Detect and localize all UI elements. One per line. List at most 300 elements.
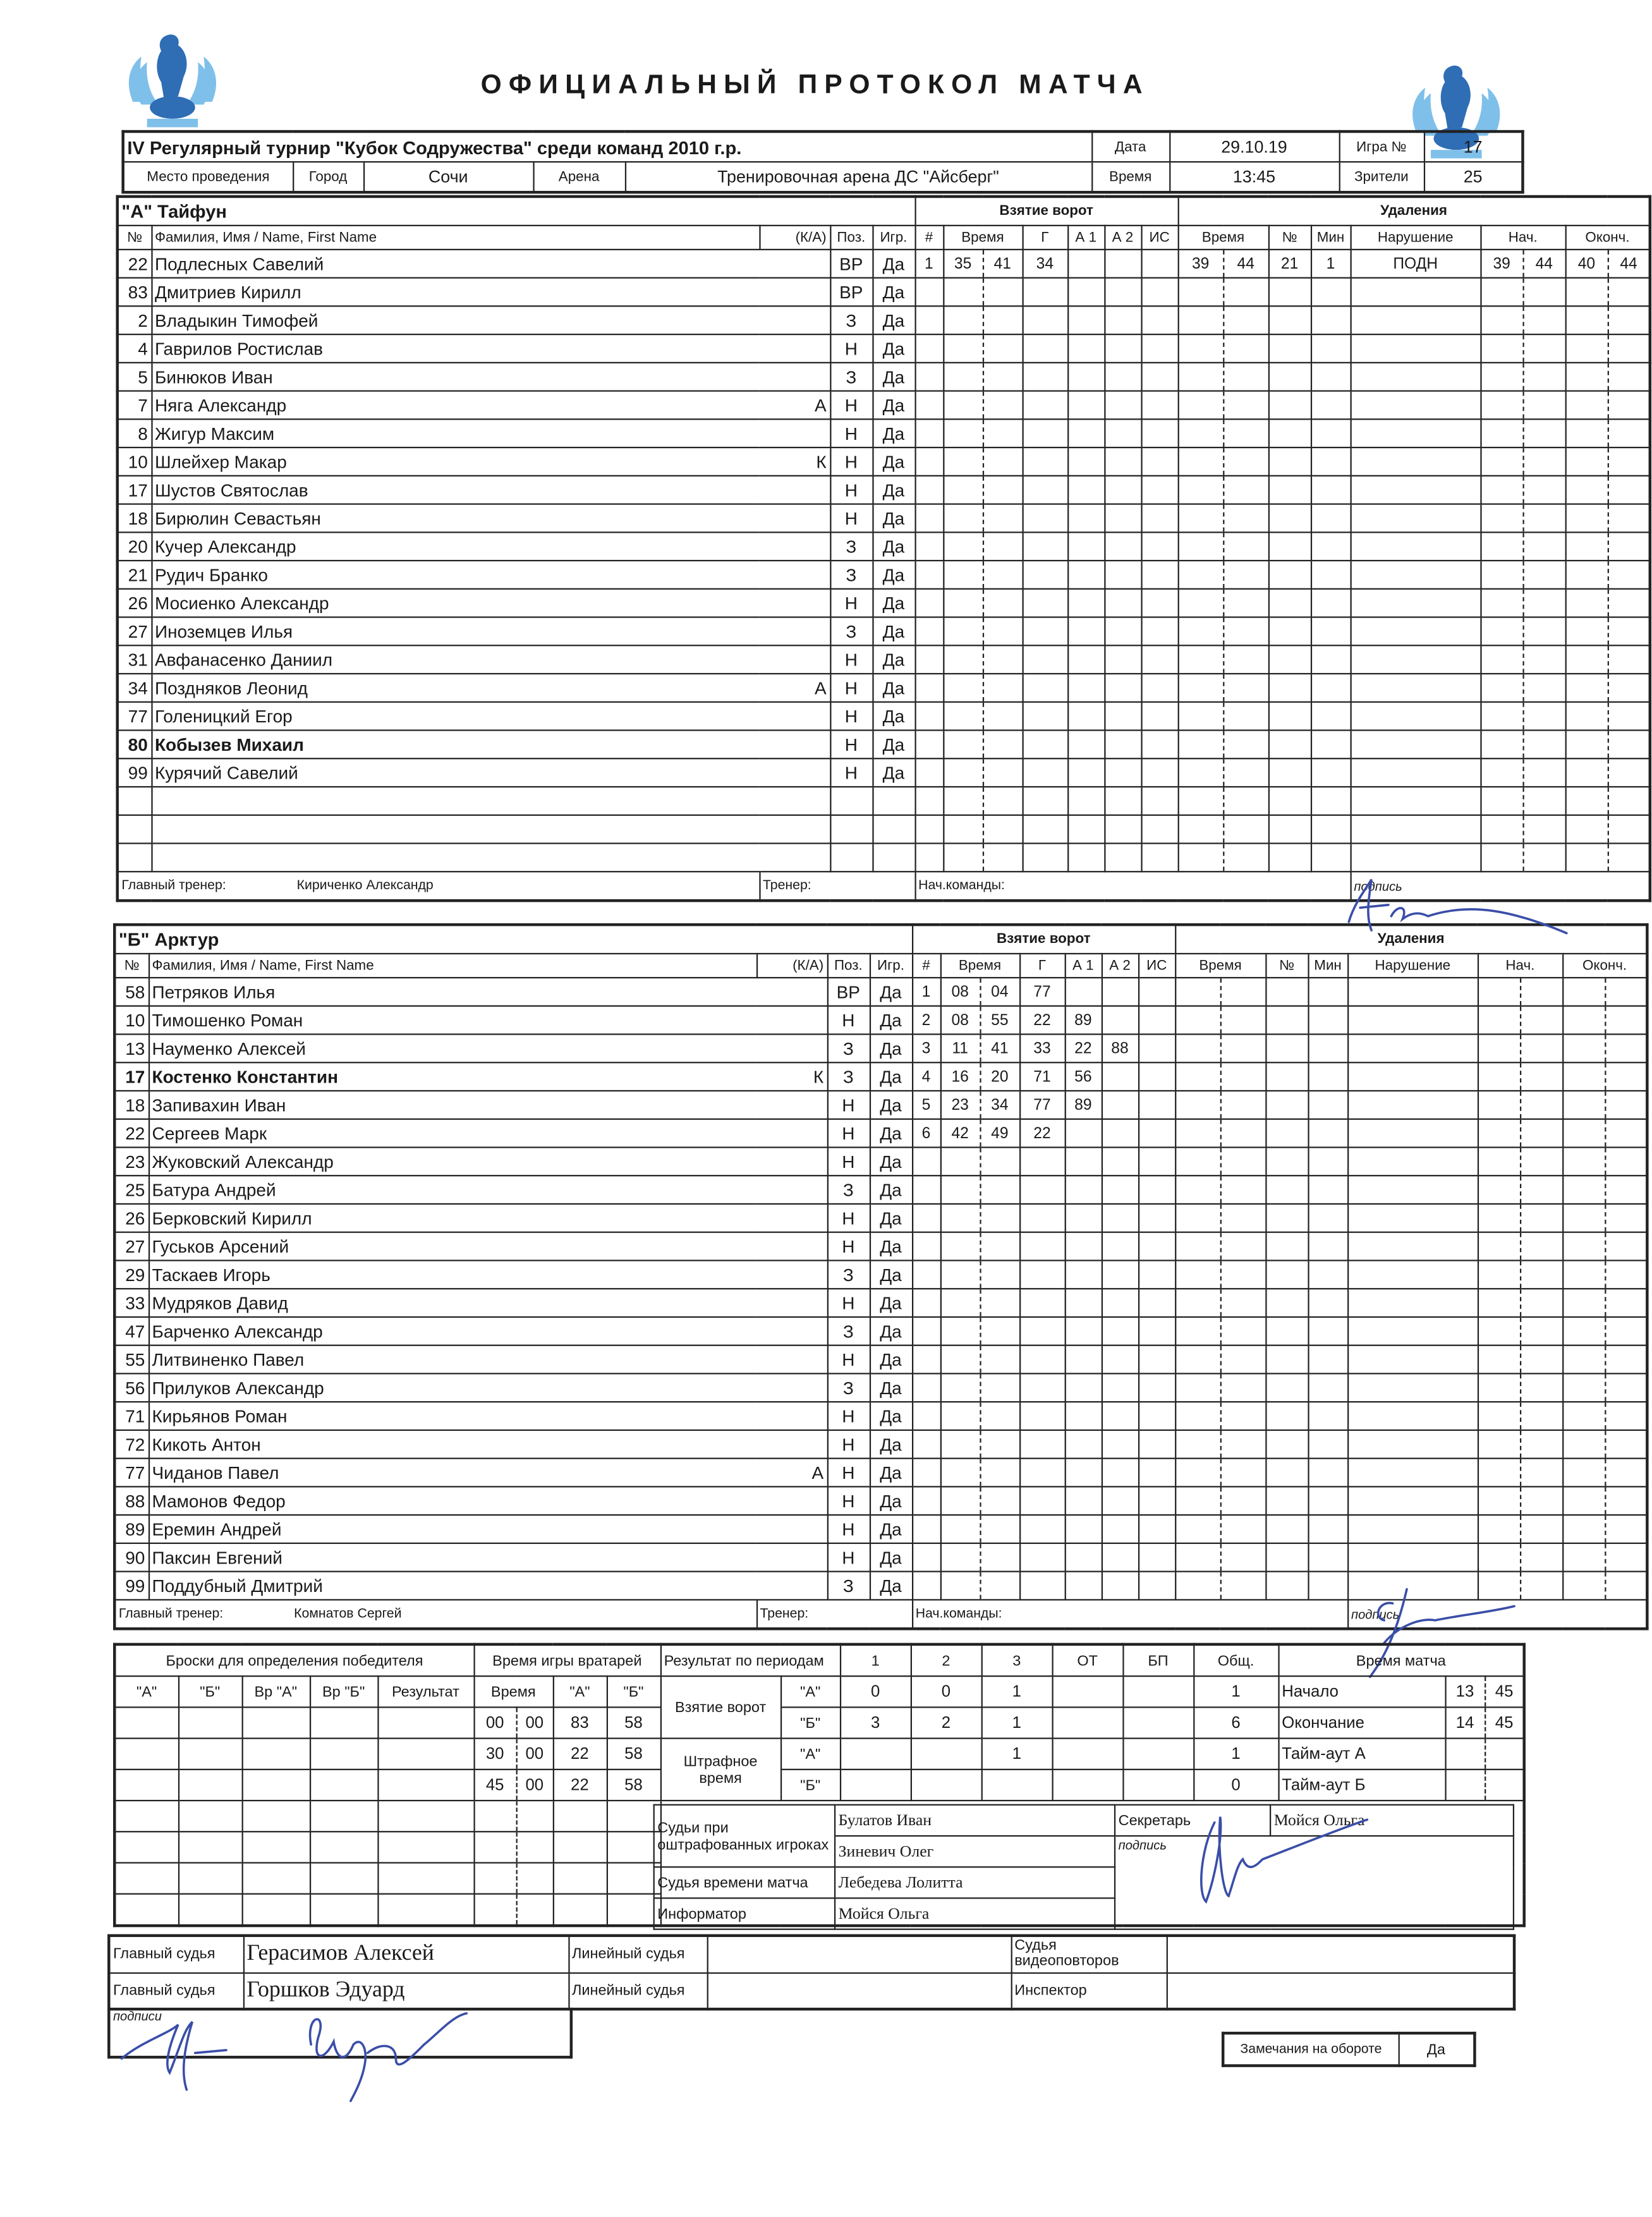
goal-number (915, 561, 944, 589)
penalty-infraction (1347, 1486, 1478, 1515)
penalty-start-second (1523, 532, 1565, 561)
goalie-b-number (607, 1831, 660, 1862)
penalty-end-second (1605, 1543, 1648, 1572)
goal-assist-2 (1104, 447, 1141, 476)
player-captain-mark (756, 1091, 827, 1119)
penalty-minute (1178, 645, 1224, 674)
penalty-end-second (1605, 1232, 1648, 1261)
penalty-second (1220, 1459, 1266, 1487)
goal-situation (1138, 1260, 1175, 1289)
shootout-cell (377, 1801, 473, 1831)
penalty-minutes (1311, 589, 1351, 617)
goal-second (983, 731, 1023, 759)
player-captain-mark (759, 731, 830, 759)
player-number: 18 (114, 1091, 149, 1119)
player-position: З (830, 617, 872, 646)
col-header-goal-4: А 2 (1104, 226, 1141, 250)
goal-second (980, 1232, 1020, 1261)
penalty-end-minute (1562, 1345, 1605, 1374)
goal-assist-2 (1104, 674, 1141, 702)
goalie-col-a: "А" (553, 1676, 607, 1707)
penalty-start-second (1520, 1091, 1562, 1119)
penalty-second (1220, 1572, 1266, 1600)
player-name: Поздняков Леонид (151, 674, 759, 702)
goal-assist-2 (1102, 1459, 1138, 1487)
penalty-start-second (1520, 978, 1562, 1006)
goal-situation (1138, 1515, 1175, 1543)
penalties-section-title: Удаления (1175, 925, 1647, 954)
shootout-cell (310, 1894, 377, 1926)
timekeeper-label: Судья времени матча (654, 1867, 835, 1898)
penalty-start-second (1520, 1062, 1562, 1091)
penalty-infraction (1347, 1175, 1478, 1204)
goal-minute: 16 (940, 1062, 980, 1091)
penalty-infraction (1347, 1345, 1478, 1374)
penalty-minutes (1311, 504, 1351, 533)
goal-situation (1141, 731, 1177, 759)
player-number: 20 (118, 532, 152, 561)
penalty-minute (1178, 419, 1224, 447)
goal-number: 1 (912, 978, 940, 1006)
goal-minute (943, 278, 983, 307)
goal-second (980, 1260, 1020, 1289)
penalty-end-minute (1562, 1204, 1605, 1232)
penalty-player-number (1266, 1515, 1308, 1543)
penalty-second (1220, 1062, 1266, 1091)
goal-scorer (1019, 1147, 1065, 1175)
penalty-player-number (1268, 391, 1311, 420)
penalty-end-second (1605, 1260, 1648, 1289)
penalty-second (1220, 1260, 1266, 1289)
goal-scorer: 71 (1019, 1062, 1065, 1091)
penalty-minute (1175, 1459, 1220, 1487)
goal-situation (1138, 1373, 1175, 1402)
goal-assist-1: 89 (1065, 1091, 1102, 1119)
penalty-end-minute (1562, 978, 1605, 1006)
penalty-start-second (1520, 1204, 1562, 1232)
goal-situation (1138, 1062, 1175, 1091)
col-header-pen-3: Нарушение (1347, 954, 1478, 978)
match-time-label: Начало (1278, 1676, 1445, 1707)
goal-assist-2 (1104, 476, 1141, 504)
goal-second (983, 674, 1023, 702)
penalty-minutes (1308, 1543, 1348, 1572)
penalty-start-minute (1481, 278, 1523, 307)
penalty-start-minute (1481, 843, 1523, 872)
goal-minute (943, 645, 983, 674)
penalty-start-minute (1481, 476, 1523, 504)
goal-second (983, 589, 1023, 617)
penalty-infraction (1351, 617, 1481, 646)
player-number: 26 (114, 1204, 149, 1232)
col-header-pen-time: Время (1178, 226, 1268, 250)
penalty-minute (1178, 504, 1224, 533)
goal-minute (943, 758, 983, 787)
goalie-change-second (516, 1863, 553, 1894)
goalie-change-second (516, 1801, 553, 1831)
player-played: Да (872, 447, 914, 476)
player-played: Да (872, 504, 914, 533)
penalty-infraction (1351, 561, 1481, 589)
player-number: 72 (114, 1430, 149, 1459)
penalty-end-second (1605, 1430, 1648, 1459)
shootout-cell (114, 1894, 178, 1926)
goal-number (915, 787, 944, 815)
player-row (118, 731, 1651, 759)
player-number (118, 787, 152, 815)
tournament-name: IV Регулярный турнир "Кубок Содружества" среди команд 2010 г.р. (123, 131, 1092, 162)
col-header-goal-5: ИС (1141, 226, 1177, 250)
date-label: Дата (1091, 131, 1169, 162)
goal-assist-1 (1067, 815, 1104, 844)
player-name: Иноземцев Илья (151, 617, 759, 646)
penalty-infraction (1351, 476, 1481, 504)
penalty-player-number (1268, 306, 1311, 334)
player-played: Да (870, 1317, 912, 1345)
penalty-minute (1175, 1035, 1220, 1063)
goals-b-period: 1 (981, 1707, 1052, 1738)
goal-minute (943, 561, 983, 589)
goal-assist-2 (1104, 617, 1141, 646)
inspector-label: Инспектор (1011, 1972, 1167, 2009)
player-captain-mark: А (759, 391, 830, 420)
col-header-ka: (К/А) (759, 226, 830, 250)
player-position: Н (830, 476, 872, 504)
player-name: Берковский Кирилл (149, 1204, 756, 1232)
match-time-title: Время матча (1278, 1644, 1524, 1676)
goal-assist-1 (1067, 702, 1104, 731)
player-row (114, 1091, 1648, 1119)
player-played: Да (870, 1402, 912, 1430)
player-name: Гаврилов Ростислав (151, 334, 759, 363)
penalty-start-minute (1478, 978, 1520, 1006)
player-captain-mark (759, 278, 830, 307)
penalty-end-minute (1565, 758, 1608, 787)
penalty-minutes (1308, 1317, 1348, 1345)
goal-minute (940, 1345, 980, 1374)
referee-2-label: Главный судья (109, 1972, 243, 2009)
match-time-minute: 45 (1485, 1707, 1524, 1738)
penalty-start-second (1520, 1260, 1562, 1289)
penalty-minutes (1308, 1373, 1348, 1402)
goal-situation (1141, 447, 1177, 476)
goal-number: 4 (912, 1062, 940, 1091)
penalty-player-number (1266, 1430, 1308, 1459)
penalty-end-second (1608, 419, 1650, 447)
goal-assist-1 (1067, 447, 1104, 476)
penalty-minute (1178, 589, 1224, 617)
penalty-player-number (1266, 1345, 1308, 1374)
goal-scorer (1023, 843, 1068, 872)
penalty-start-minute (1481, 617, 1523, 646)
col-header-pen-end: Оконч. (1565, 226, 1650, 250)
penalty-start-minute (1481, 561, 1523, 589)
penalty-minute (1175, 1006, 1220, 1035)
player-row (118, 363, 1651, 391)
player-name: Няга Александр (151, 391, 759, 420)
head-coach (114, 1600, 756, 1629)
shootout-cell (242, 1801, 310, 1831)
goalie-col-time: Время (474, 1676, 553, 1707)
head-coach-name: Кириченко Александр (296, 878, 434, 894)
player-name: Тимошенко Роман (149, 1006, 756, 1035)
goal-assist-2 (1104, 334, 1141, 363)
goal-minute (940, 1543, 980, 1572)
goal-assist-2 (1104, 758, 1141, 787)
goal-number (912, 1232, 940, 1261)
penalty-start-minute (1478, 1373, 1520, 1402)
player-position: Н (827, 1006, 870, 1035)
linesman-1-name (707, 1936, 1011, 1972)
penalty-second (1223, 815, 1268, 844)
penalty-player-number (1266, 1091, 1308, 1119)
player-row (114, 1543, 1648, 1572)
goal-assist-1: 22 (1065, 1035, 1102, 1063)
player-captain-mark: А (759, 674, 830, 702)
penalty-start-second (1523, 589, 1565, 617)
player-captain-mark (759, 843, 830, 872)
goal-assist-2 (1104, 419, 1141, 447)
player-number: 23 (114, 1147, 149, 1175)
penalty-second (1220, 1175, 1266, 1204)
goal-assist-1 (1067, 674, 1104, 702)
player-captain-mark (756, 1317, 827, 1345)
goals_b-label: "Б" (780, 1707, 840, 1738)
goal-situation (1141, 702, 1177, 731)
player-position: Н (827, 1515, 870, 1543)
penalty-minute (1175, 1402, 1220, 1430)
player-name: Кучер Александр (151, 532, 759, 561)
coach-label: Тренер: (759, 872, 914, 901)
shootout-cell (310, 1707, 377, 1738)
goal-second (980, 1572, 1020, 1600)
goal-assist-2 (1104, 250, 1141, 278)
goal-assist-1 (1067, 363, 1104, 391)
goals-team-a-period: 1 (1193, 1676, 1278, 1707)
inspector-name (1167, 1972, 1514, 2009)
player-position: ВР (830, 250, 872, 278)
penalty-start-second (1523, 419, 1565, 447)
goal-scorer (1023, 702, 1068, 731)
player-played: Да (872, 391, 914, 420)
goal-scorer: 22 (1019, 1119, 1065, 1148)
player-played: Да (870, 1091, 912, 1119)
shootout-cell (178, 1739, 242, 1770)
goals-b-period: 3 (840, 1707, 911, 1738)
player-name: Паксин Евгений (149, 1543, 756, 1572)
penalty-end-second (1605, 1119, 1648, 1148)
coach-label: Тренер: (756, 1600, 912, 1629)
player-captain-mark (759, 476, 830, 504)
spectators-label: Зрители (1339, 162, 1424, 192)
penalty-end-minute (1565, 589, 1608, 617)
penalty-infraction (1351, 447, 1481, 476)
player-captain-mark (756, 1430, 827, 1459)
goal-assist-1 (1067, 391, 1104, 420)
penalty-minutes (1311, 476, 1351, 504)
pim-by-period-label: Штрафное время (660, 1739, 780, 1801)
penalty-minute (1178, 476, 1224, 504)
penalty-start-second: 44 (1523, 250, 1565, 278)
player-number: 33 (114, 1289, 149, 1317)
goal-assist-2 (1102, 1317, 1138, 1345)
penalty-end-second (1605, 1035, 1648, 1063)
penalty-start-second (1520, 1543, 1562, 1572)
goal-minute (940, 1204, 980, 1232)
goal-assist-2 (1102, 1091, 1138, 1119)
shootout-cell (377, 1770, 473, 1801)
player-row (114, 1232, 1648, 1261)
penalty-end-minute (1565, 504, 1608, 533)
penalty-end-second (1608, 617, 1650, 646)
player-position (830, 787, 872, 815)
referee-1-name: Герасимов Алексей (243, 1936, 569, 1972)
goal-assist-2 (1102, 1572, 1138, 1600)
player-number: 47 (114, 1317, 149, 1345)
penalty-second (1223, 363, 1268, 391)
penalty-end-minute (1565, 334, 1608, 363)
goal-assist-1 (1067, 419, 1104, 447)
penalty-start-second (1523, 674, 1565, 702)
goal-assist-1 (1065, 1430, 1102, 1459)
penalty-player-number (1266, 1035, 1308, 1063)
penalty-start-second (1520, 1035, 1562, 1063)
penalty-end-second (1608, 363, 1650, 391)
player-name: Шустов Святослав (151, 476, 759, 504)
player-name: Мосиенко Александр (151, 589, 759, 617)
goal-assist-1 (1065, 1373, 1102, 1402)
goal-second (980, 1204, 1020, 1232)
penalty-second (1223, 419, 1268, 447)
player-row (118, 504, 1651, 533)
shootout-cell (114, 1801, 178, 1831)
penalty-start-minute (1478, 1260, 1520, 1289)
goal-scorer (1023, 561, 1068, 589)
shootout-cell (242, 1770, 310, 1801)
penalty-infraction (1347, 1515, 1478, 1543)
goal-minute (943, 363, 983, 391)
penalty-infraction (1347, 1543, 1478, 1572)
penalty-minute (1178, 758, 1224, 787)
player-row (118, 561, 1651, 589)
col-header-goal-2: Г (1019, 954, 1065, 978)
goal-number (915, 391, 944, 420)
penalty-end-minute (1565, 617, 1608, 646)
goals-b-period (1123, 1707, 1194, 1738)
player-captain-mark (756, 1119, 827, 1148)
goal-assist-2 (1104, 787, 1141, 815)
player-row (114, 1459, 1648, 1487)
penalty-start-second (1520, 1402, 1562, 1430)
penalty-minutes (1311, 787, 1351, 815)
match-time-hour (1445, 1739, 1485, 1770)
goal-second (983, 561, 1023, 589)
player-name: Гуськов Арсений (149, 1232, 756, 1261)
goal-scorer (1019, 1515, 1065, 1543)
period-col-5: Общ. (1193, 1644, 1278, 1676)
head-coach-label: Главный тренер: (121, 878, 226, 894)
goal-assist-2 (1102, 1486, 1138, 1515)
goalie-b-number (607, 1863, 660, 1894)
shootout-cell (114, 1707, 178, 1738)
player-captain-mark (756, 1572, 827, 1600)
game-no-value: 17 (1424, 131, 1523, 162)
goal-assist-2 (1102, 1006, 1138, 1035)
penalty-second (1223, 787, 1268, 815)
col-header-number: № (114, 954, 149, 978)
goal-number (915, 532, 944, 561)
player-captain-mark (759, 306, 830, 334)
goalie-a-number: 22 (553, 1739, 607, 1770)
col-header-goal-5: ИС (1138, 954, 1175, 978)
team-name: "А" Тайфун (118, 197, 915, 226)
player-row (118, 843, 1651, 872)
referee-signatures (113, 2002, 509, 2101)
goal-assist-1 (1065, 1486, 1102, 1515)
video-judge-name (1167, 1936, 1514, 1972)
goal-minute (940, 1402, 980, 1430)
goal-second (980, 1402, 1020, 1430)
penalty-player-number (1268, 787, 1311, 815)
penalty-infraction (1347, 1289, 1478, 1317)
goal-minute (943, 532, 983, 561)
player-captain-mark (759, 419, 830, 447)
player-position: З (827, 1035, 870, 1063)
col-header-goal-time: Время (940, 954, 1019, 978)
penalty-end-minute (1562, 1543, 1605, 1572)
player-played: Да (870, 1006, 912, 1035)
goal-situation (1138, 1459, 1175, 1487)
goal-number (912, 1175, 940, 1204)
penalty-start-minute (1481, 787, 1523, 815)
arena-value: Тренировочная арена ДС "Айсберг" (625, 162, 1091, 192)
player-name: Жуковский Александр (149, 1147, 756, 1175)
shootout-cell (377, 1863, 473, 1894)
penalty-player-number (1268, 674, 1311, 702)
goal-number (912, 1430, 940, 1459)
penalty-second (1220, 1204, 1266, 1232)
goal-assist-1 (1067, 589, 1104, 617)
penalty-start-second (1520, 1373, 1562, 1402)
penalty-minute (1178, 815, 1224, 844)
player-number: 31 (118, 645, 152, 674)
goal-minute: 11 (940, 1035, 980, 1063)
penalty-minute (1175, 1373, 1220, 1402)
player-captain-mark (759, 645, 830, 674)
player-row (114, 1486, 1648, 1515)
player-position: Н (827, 1459, 870, 1487)
player-number: 27 (114, 1232, 149, 1261)
penalty-start-second (1523, 843, 1565, 872)
goalie-a-number: 22 (553, 1770, 607, 1801)
penalty-end-minute (1565, 674, 1608, 702)
goals-b-period (1052, 1707, 1123, 1738)
col-header-pen-start: Нач. (1481, 226, 1565, 250)
player-number: 83 (118, 278, 152, 307)
player-name: Шлейхер Макар (151, 447, 759, 476)
goal-assist-1 (1067, 645, 1104, 674)
pim_b-label: "Б" (780, 1770, 840, 1801)
player-played: Да (872, 278, 914, 307)
penalty-end-minute (1562, 1119, 1605, 1148)
goal-situation (1138, 1289, 1175, 1317)
penalty-end-second (1605, 1402, 1648, 1430)
player-captain-mark (756, 1345, 827, 1374)
penalty-infraction (1351, 731, 1481, 759)
penalty-end-minute (1562, 1486, 1605, 1515)
periods-title: Результат по периодам (660, 1644, 840, 1676)
player-position: Н (830, 447, 872, 476)
